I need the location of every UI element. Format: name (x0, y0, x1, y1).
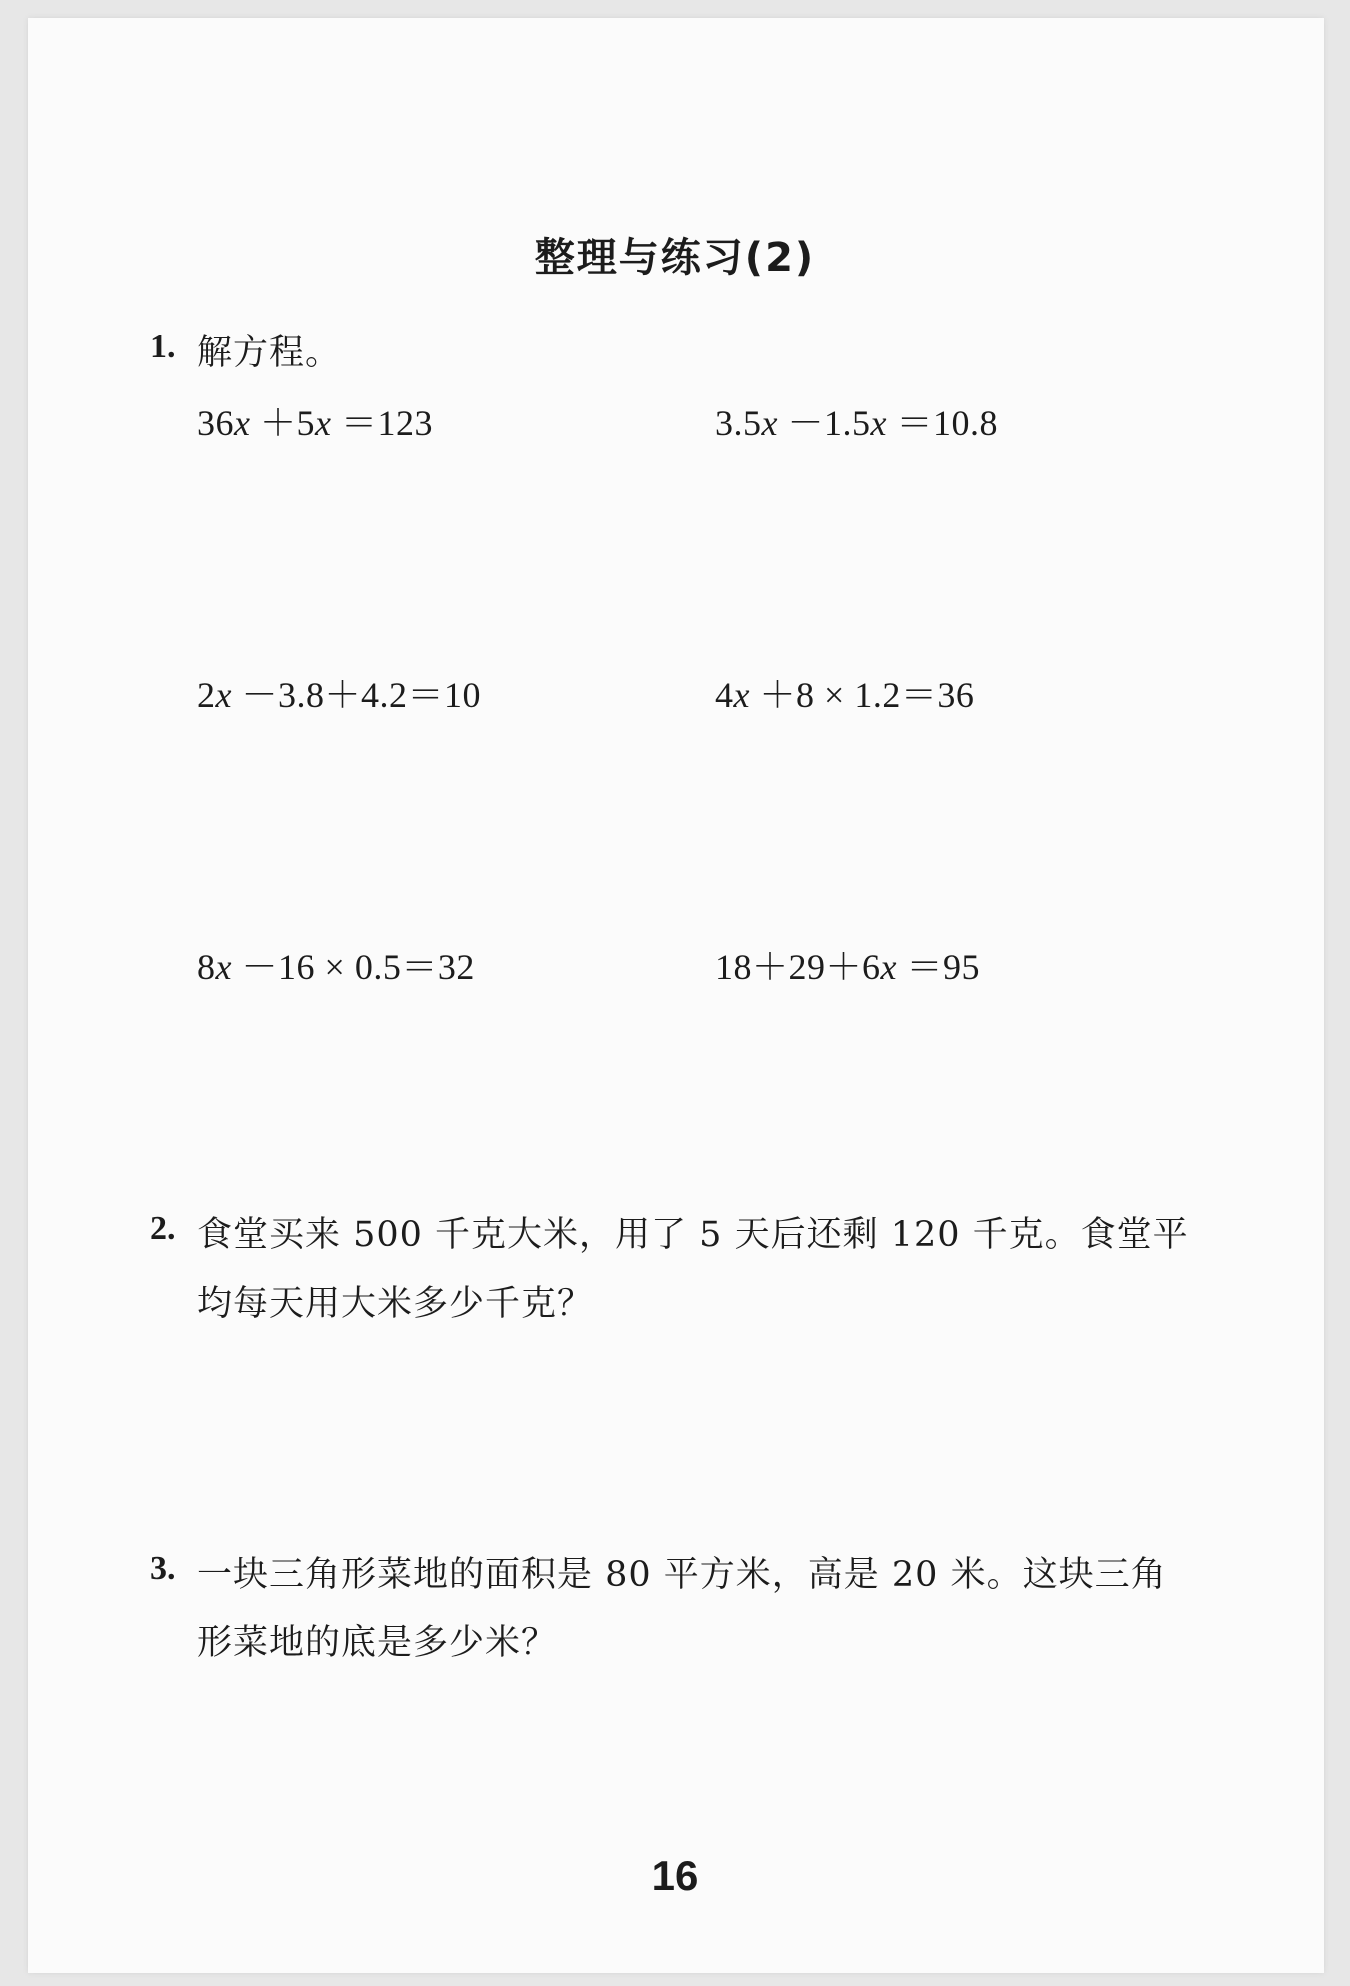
question-2-line-1: 食堂买来 500 千克大米，用了 5 天后还剩 120 千克。食堂平 (197, 1215, 1189, 1255)
page-title: 整理与练习(2) (534, 235, 816, 281)
equation-2: 3.5x －1.5x ＝10.8 (715, 403, 998, 443)
question-1-number: 1. (150, 328, 176, 365)
question-3-number: 3. (150, 1550, 176, 1587)
question-2-line-2: 均每天用大米多少千克？ (197, 1284, 594, 1324)
question-3-line-2: 形菜地的底是多少米？ (197, 1623, 558, 1663)
question-1-prompt: 解方程。 (197, 333, 342, 373)
page-number: 16 (651, 1852, 699, 1899)
equation-5: 8x －16 × 0.5＝32 (197, 947, 475, 987)
worksheet-page (28, 18, 1324, 1973)
question-3-line-1: 一块三角形菜地的面积是 80 平方米，高是 20 米。这块三角 (197, 1555, 1167, 1595)
equation-3: 2x －3.8＋4.2＝10 (197, 675, 482, 715)
equation-6: 18＋29＋6x ＝95 (715, 947, 981, 987)
question-2-number: 2. (150, 1210, 176, 1247)
equation-4: 4x ＋8 × 1.2＝36 (715, 675, 975, 715)
equation-1: 36x ＋5x ＝123 (197, 403, 433, 443)
